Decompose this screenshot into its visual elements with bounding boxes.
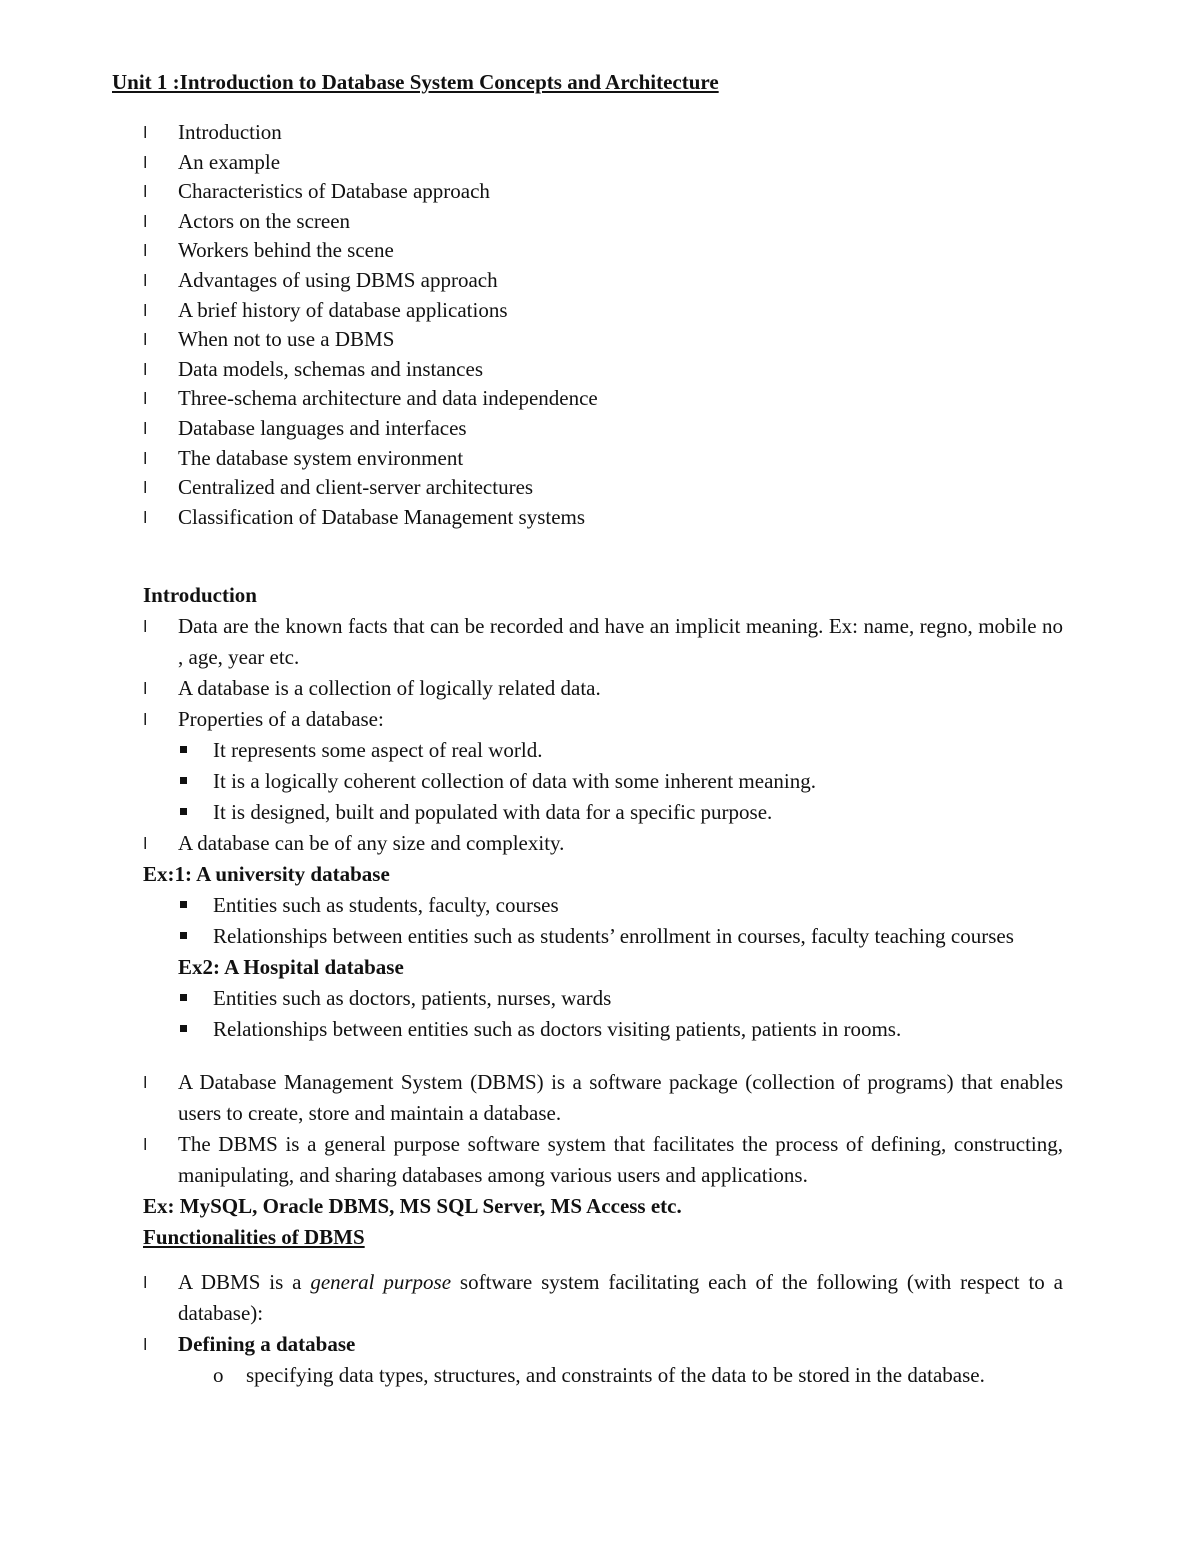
paragraph-data-definition: l Data are the known facts that can be recorded and have an implicit meaning. Ex: name, regno, mobile no , age, year etc. — [143, 611, 1063, 673]
list-item: l Advantages of using DBMS approach — [143, 266, 598, 296]
list-item: Entities such as students, faculty, courses — [143, 890, 1063, 921]
document-body — [143, 580, 1063, 1391]
bullet-marker: l — [143, 182, 148, 202]
bullet-marker: l — [143, 359, 148, 379]
section-heading-functionalities: Functionalities of DBMS — [143, 1225, 365, 1249]
bullet-marker: l — [143, 710, 148, 729]
topic-list — [143, 118, 598, 532]
list-item: It represents some aspect of real world. — [143, 735, 1063, 766]
list-item: l Introduction — [143, 118, 598, 148]
bullet-marker: l — [143, 241, 148, 261]
dbms-examples: Ex: MySQL, Oracle DBMS, MS SQL Server, MS Access etc. — [143, 1194, 682, 1218]
list-item: l Classification of Database Management systems — [143, 503, 598, 533]
bullet-marker: l — [143, 300, 148, 320]
list-item: Relationships between entities such as doctors visiting patients, patients in rooms. — [143, 1014, 1063, 1045]
bullet-marker: l — [143, 152, 148, 172]
page-title: Unit 1 :Introduction to Database System Concepts and Architecture — [112, 70, 719, 94]
list-item: l The database system environment — [143, 444, 598, 474]
bullet-marker: l — [143, 507, 148, 527]
bullet-marker: l — [143, 123, 148, 142]
bullet-marker: l — [143, 270, 148, 290]
list-item: l Centralized and client-server architectures — [143, 473, 598, 503]
list-item: l Characteristics of Database approach — [143, 177, 598, 207]
paragraph-dbms-definition: l A Database Management System (DBMS) is a software package (collection of programs) that enables users to create, store and maintain a database. — [143, 1067, 1063, 1129]
example-heading-university: Ex:1: A university database — [143, 862, 390, 886]
circle-bullet-marker: o — [213, 1363, 224, 1387]
bullet-marker: l — [143, 478, 148, 498]
paragraph-properties-label: l Properties of a database: — [143, 704, 1063, 735]
bullet-marker: l — [143, 1335, 148, 1354]
list-item: l Data models, schemas and instances — [143, 355, 598, 385]
section-heading-introduction: Introduction — [143, 583, 257, 607]
square-bullet-icon — [180, 746, 187, 753]
square-bullet-icon — [180, 901, 187, 908]
bullet-marker: l — [143, 330, 148, 350]
bullet-marker: l — [143, 679, 148, 698]
bullet-marker: l — [143, 1273, 148, 1292]
list-item: l Workers behind the scene — [143, 236, 598, 266]
bullet-marker: l — [143, 834, 148, 853]
list-item: It is a logically coherent collection of data with some inherent meaning. — [143, 766, 1063, 797]
square-bullet-icon — [180, 994, 187, 1001]
paragraph-database-definition: l A database is a collection of logically related data. — [143, 673, 1063, 704]
bullet-marker: l — [143, 1073, 148, 1092]
list-item: Relationships between entities such as students’ enrollment in courses, faculty teaching courses — [143, 921, 1063, 952]
paragraph-dbms-purpose: l The DBMS is a general purpose software system that facilitates the process of defining, constructing, manipulating, and sharing databases among various users and applications. — [143, 1129, 1063, 1191]
list-item: l A brief history of database applications — [143, 296, 598, 326]
list-item: Entities such as doctors, patients, nurses, wards — [143, 983, 1063, 1014]
list-item: l Actors on the screen — [143, 207, 598, 237]
list-item: l Three-schema architecture and data independence — [143, 384, 598, 414]
list-item: l An example — [143, 148, 598, 178]
bullet-marker: l — [143, 418, 148, 438]
bullet-marker: l — [143, 617, 148, 636]
paragraph-size: l A database can be of any size and complexity. — [143, 828, 1063, 859]
square-bullet-icon — [180, 932, 187, 939]
defining-database-item: l Defining a database — [143, 1329, 1063, 1360]
square-bullet-icon — [180, 777, 187, 784]
square-bullet-icon — [180, 808, 187, 815]
list-item: l Database languages and interfaces — [143, 414, 598, 444]
paragraph-functionalities-intro: l A DBMS is a general purpose software system facilitating each of the following (with respect to a database): — [143, 1267, 1063, 1329]
list-item: l When not to use a DBMS — [143, 325, 598, 355]
bullet-marker: l — [143, 389, 148, 409]
list-item: o specifying data types, structures, and constraints of the data to be stored in the database. — [143, 1360, 1063, 1391]
list-item: It is designed, built and populated with data for a specific purpose. — [143, 797, 1063, 828]
bullet-marker: l — [143, 1135, 148, 1154]
bullet-marker: l — [143, 211, 148, 231]
bullet-marker: l — [143, 448, 148, 468]
example-heading-hospital: Ex2: A Hospital database — [178, 955, 404, 979]
square-bullet-icon — [180, 1025, 187, 1032]
